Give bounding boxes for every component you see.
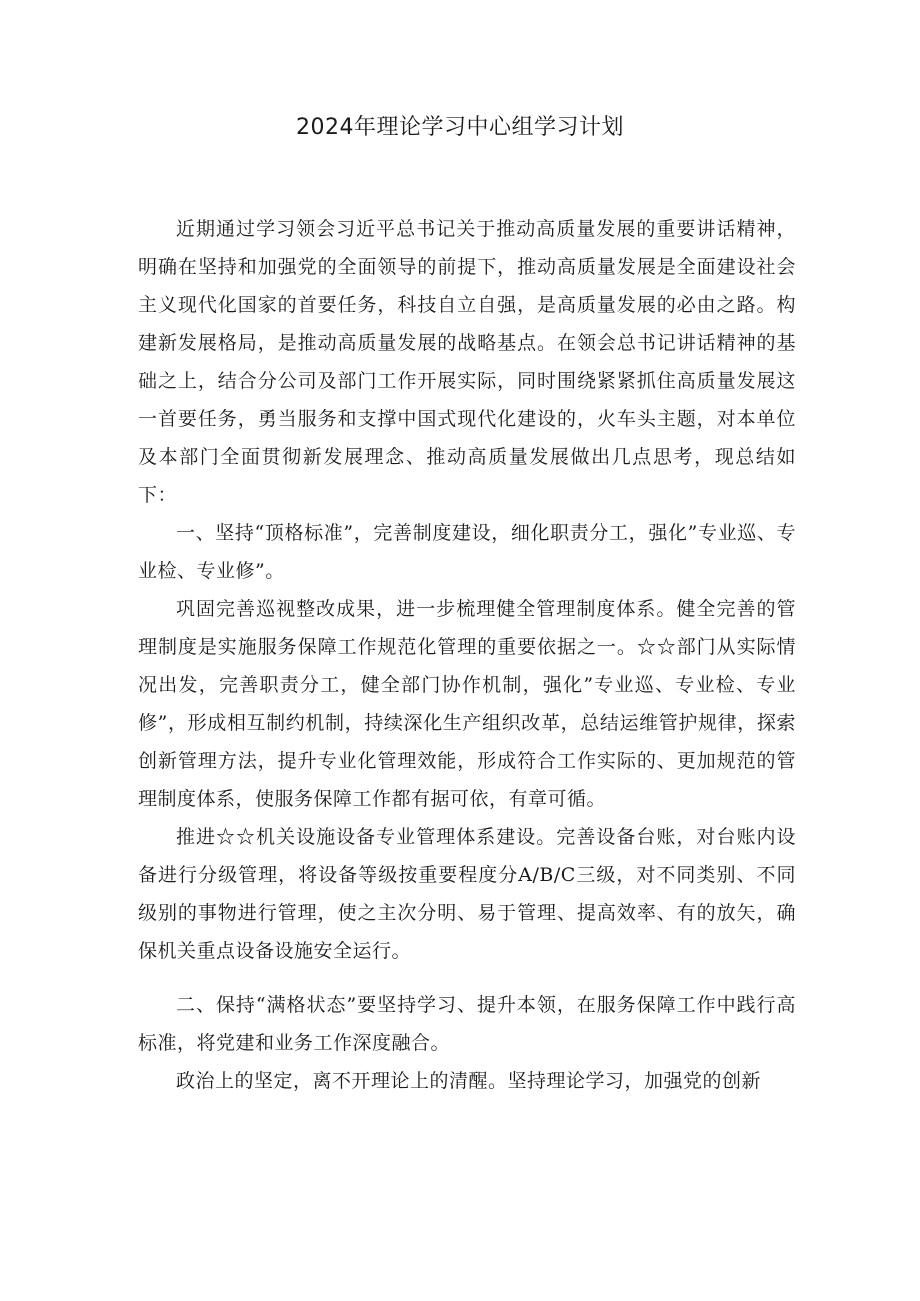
section-gap [138, 970, 796, 986]
document-body [138, 210, 796, 1100]
paragraph-system-building: 巩固完善巡视整改成果，进一步梳理健全管理制度体系。健全完善的管理制度是实施服务保障工作规范化管理的重要依据之一。☆☆部门从实际情况出发，完善职责分工，健全部门协作机制，强化”专业巡、专业检、专业修”，形成相互制约机制，持续深化生产组织改革，总结运维管护规律，探索创新管理方法，提升专业化管理效能，形成符合工作实际的、更加规范的管理制度体系，使服务保障工作都有据可依，有章可循。 [138, 598, 796, 810]
paragraph-political-study: 政治上的坚定，离不开理论上的清醒。坚持理论学习，加强党的创新 [176, 1070, 762, 1092]
paragraph-heading-2: 二、保持“满格状态”要坚持学习、提升本领，在服务保障工作中践行高标准，将党建和业务工作深度融合。 [138, 994, 796, 1054]
paragraph-heading-1: 一、坚持“顶格标准”，完善制度建设，细化职责分工，强化”专业巡、专业检、专业修”。 [138, 522, 796, 582]
document-title: 2024年理论学习中心组学习计划 [296, 115, 624, 140]
paragraph-intro: 近期通过学习领会习近平总书记关于推动高质量发展的重要讲话精神，明确在坚持和加强党的全面领导的前提下，推动高质量发展是全面建设社会主义现代化国家的首要任务，科技自立自强，是高质量发展的必由之路。构建新发展格局，是推动高质量发展的战略基点。在领会总书记讲话精神的基础之上，结合分公司及部门工作开展实际，同时围绕紧紧抓住高质量发展这一首要任务，勇当服务和支撑中国式现代化建设的，火车头主题，对本单位及本部门全面贯彻新发展理念、推动高质量发展做出几点思考，现总结如下： [138, 218, 796, 506]
paragraph-equipment-management: 推进☆☆机关设施设备专业管理体系建设。完善设备台账，对台账内设备进行分级管理，将设备等级按重要程度分A/B/C三级，对不同类别、不同级别的事物进行管理，使之主次分明、易于管理、提高效率、有的放矢，确保机关重点设备设施安全运行。 [138, 826, 796, 962]
